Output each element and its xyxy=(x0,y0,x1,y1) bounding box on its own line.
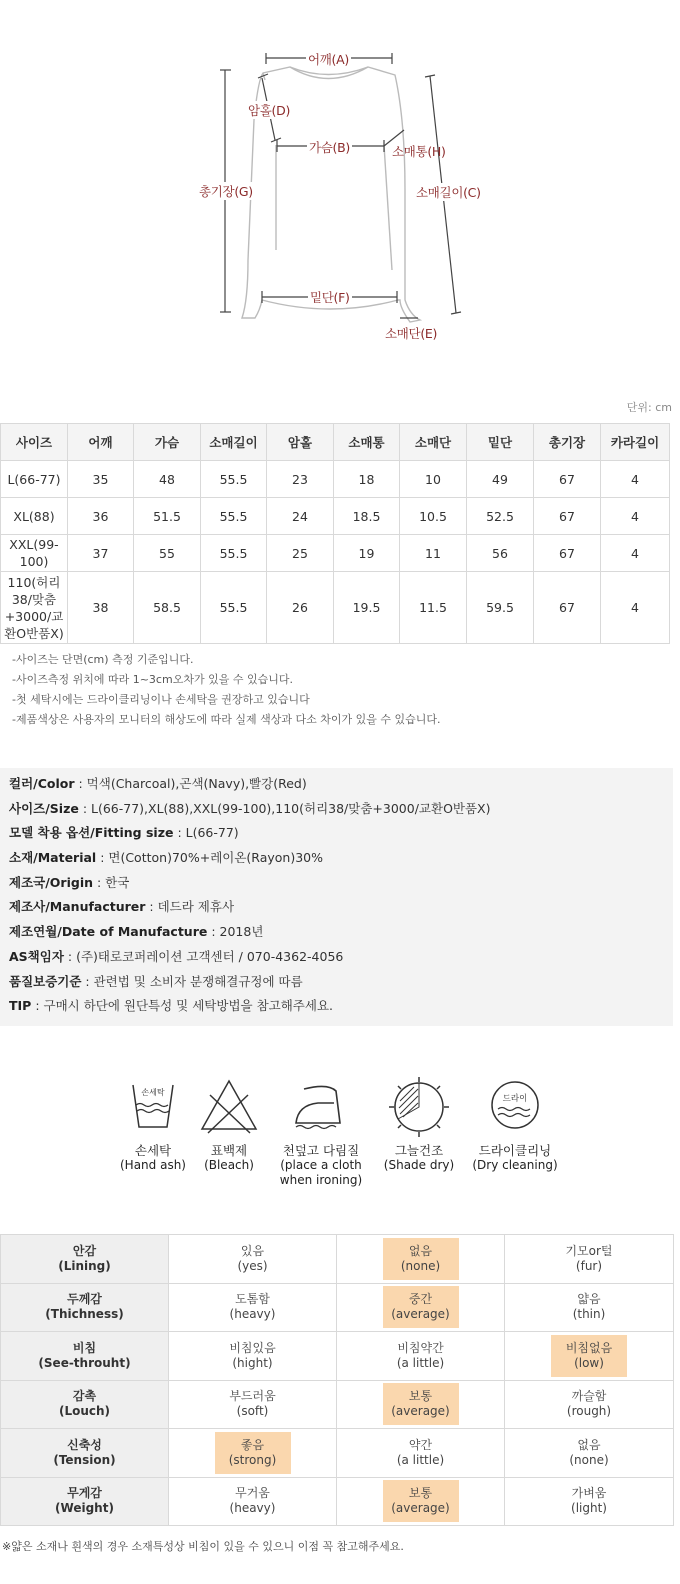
shade-dry-icon xyxy=(386,1075,452,1137)
option-label: 없음 xyxy=(577,1437,601,1452)
label-sleeve-width: 소매통(H) xyxy=(392,144,446,159)
info-label: 제조사/Manufacturer xyxy=(9,899,146,915)
info-value: : 한국 xyxy=(93,874,130,890)
info-value: : (주)태로코퍼레이션 고객센터 / 070-4362-4056 xyxy=(63,948,344,964)
feature-option xyxy=(215,1383,291,1425)
size-name-cell: XL(88) xyxy=(1,498,68,535)
care-ko: 표백제 xyxy=(210,1143,248,1158)
feature-option-cell xyxy=(169,1477,337,1526)
product-info-box xyxy=(0,768,673,1026)
info-label: 소재/Material xyxy=(9,850,97,866)
size-value-cell: 52.5 xyxy=(467,498,534,535)
feature-option-cell xyxy=(505,1283,674,1332)
care-bleach xyxy=(184,1075,274,1173)
size-value-cell: 38 xyxy=(68,572,134,644)
size-value-cell: 19 xyxy=(334,535,400,572)
info-label: 제조국/Origin xyxy=(9,874,93,890)
option-label: 얇음 xyxy=(577,1292,601,1307)
care-en-2: when ironing) xyxy=(279,1173,363,1187)
option-label-en: (none) xyxy=(569,1452,609,1467)
feature-option-selected xyxy=(383,1286,459,1328)
care-en: (place a cloth xyxy=(280,1158,362,1172)
option-label: 무거움 xyxy=(235,1486,270,1501)
table-row xyxy=(1,461,670,498)
note-line: -제품색상은 사용자의 모니터의 해상도에 따라 실제 색상과 다소 차이가 있을 수 있습니다. xyxy=(12,713,441,726)
option-label: 좋음 xyxy=(240,1437,265,1452)
size-value-cell: 56 xyxy=(467,535,534,572)
info-value: : 면(Cotton)70%+레이온(Rayon)30% xyxy=(96,850,324,866)
feature-option-cell xyxy=(505,1235,674,1284)
option-label: 부드러움 xyxy=(229,1389,276,1404)
feature-option-cell xyxy=(505,1429,674,1478)
option-label-en: (thin) xyxy=(572,1307,606,1322)
feature-option-selected xyxy=(383,1238,459,1280)
size-notes xyxy=(12,650,440,730)
info-value: : 데드라 제휴사 xyxy=(145,899,235,915)
option-label-en: (hight) xyxy=(232,1355,273,1370)
info-label: 제조연월/Date of Manufacture xyxy=(9,924,208,940)
info-row xyxy=(0,797,673,822)
option-label-en: (a little) xyxy=(396,1452,445,1467)
option-label: 도톰함 xyxy=(235,1292,270,1307)
feature-option xyxy=(215,1480,291,1522)
feature-option xyxy=(551,1480,627,1522)
feature-name: 두께감 xyxy=(67,1292,102,1307)
feature-option xyxy=(383,1335,459,1377)
feature-option-cell xyxy=(337,1380,505,1429)
col-header: 밑단 xyxy=(467,424,534,461)
size-name-cell: XXL(99-100) xyxy=(1,535,68,572)
col-header: 소매단 xyxy=(400,424,467,461)
label-cuff: 소매단(E) xyxy=(385,326,438,341)
table-row xyxy=(1,535,670,572)
col-header: 소매통 xyxy=(334,424,400,461)
feature-option xyxy=(215,1238,291,1280)
size-value-cell: 11 xyxy=(400,535,467,572)
option-label-en: (light) xyxy=(571,1501,607,1516)
option-label: 기모or털 xyxy=(565,1243,613,1258)
care-ko: 손세탁 xyxy=(134,1143,172,1158)
no-bleach-icon xyxy=(196,1075,262,1137)
option-label: 가벼움 xyxy=(571,1486,607,1501)
option-label-en: (strong) xyxy=(228,1452,277,1467)
size-value-cell: 11.5 xyxy=(400,572,467,644)
info-label: AS책임자 xyxy=(9,948,64,964)
size-value-cell: 55 xyxy=(134,535,201,572)
size-value-cell: 18 xyxy=(334,461,400,498)
size-value-cell: 10.5 xyxy=(400,498,467,535)
note-line: -사이즈측정 위치에 따라 1~3cm오차가 있을 수 있습니다. xyxy=(12,673,293,686)
col-header: 암홀 xyxy=(267,424,334,461)
table-row xyxy=(1,498,670,535)
info-row xyxy=(0,821,673,846)
col-header: 어깨 xyxy=(68,424,134,461)
feature-name-en: (Tension) xyxy=(53,1452,116,1467)
size-value-cell: 23 xyxy=(267,461,334,498)
label-chest: 가슴(B) xyxy=(309,140,350,155)
care-instructions xyxy=(108,1075,568,1205)
feature-name-en: (Louch) xyxy=(58,1404,111,1419)
label-hem: 밑단(F) xyxy=(310,290,350,305)
feature-option-cell xyxy=(337,1235,505,1284)
size-value-cell: 67 xyxy=(534,498,601,535)
option-label-en: (a little) xyxy=(396,1355,445,1370)
feature-option xyxy=(551,1286,627,1328)
size-value-cell: 4 xyxy=(601,535,670,572)
option-label-en: (none) xyxy=(400,1258,441,1273)
size-value-cell: 4 xyxy=(601,461,670,498)
size-value-cell: 24 xyxy=(267,498,334,535)
feature-row xyxy=(1,1380,674,1429)
info-value: : 관련법 및 소비자 분쟁해결규정에 따름 xyxy=(81,973,303,989)
option-label-en: (heavy) xyxy=(229,1307,276,1322)
care-en: (Bleach) xyxy=(204,1158,254,1172)
option-label-en: (fur) xyxy=(575,1258,603,1273)
size-value-cell: 37 xyxy=(68,535,134,572)
feature-option-cell xyxy=(169,1332,337,1381)
option-label-en: (heavy) xyxy=(229,1501,276,1516)
feature-name-cell xyxy=(1,1380,169,1429)
option-label: 까슬함 xyxy=(571,1389,607,1404)
feature-row xyxy=(1,1332,674,1381)
option-label: 중간 xyxy=(408,1292,433,1307)
care-ko: 천덮고 다림질 xyxy=(282,1143,360,1158)
care-ko: 드라이클리닝 xyxy=(478,1143,552,1158)
size-value-cell: 48 xyxy=(134,461,201,498)
feature-option xyxy=(551,1383,627,1425)
circle-text: 드라이 xyxy=(502,1094,528,1104)
unit-label: 단위: cm xyxy=(626,401,672,414)
info-label: 모델 착용 옵션/Fitting size xyxy=(9,825,174,841)
feature-option-selected xyxy=(551,1335,627,1377)
feature-row xyxy=(1,1283,674,1332)
feature-name: 신축성 xyxy=(67,1437,102,1452)
dry-clean-icon xyxy=(482,1075,548,1137)
option-label-en: (average) xyxy=(391,1501,450,1516)
option-label: 비침없음 xyxy=(565,1340,613,1355)
feature-name-en: (Thichness) xyxy=(45,1307,124,1322)
feature-option-cell xyxy=(169,1283,337,1332)
feature-option-selected xyxy=(215,1432,291,1474)
feature-option-cell xyxy=(505,1380,674,1429)
size-value-cell: 59.5 xyxy=(467,572,534,644)
info-row xyxy=(0,920,673,945)
info-row xyxy=(0,970,673,995)
size-value-cell: 35 xyxy=(68,461,134,498)
size-value-cell: 67 xyxy=(534,572,601,644)
size-value-cell: 55.5 xyxy=(201,461,267,498)
label-armhole: 암홀(D) xyxy=(248,103,291,118)
label-sleeve-length: 소매길이(C) xyxy=(416,185,481,200)
option-label: 없음 xyxy=(408,1243,433,1258)
info-row xyxy=(0,895,673,920)
tub-text: 손세탁 xyxy=(141,1088,165,1097)
size-value-cell: 26 xyxy=(267,572,334,644)
size-value-cell: 49 xyxy=(467,461,534,498)
feature-option-cell xyxy=(169,1380,337,1429)
feature-option-cell xyxy=(505,1477,674,1526)
feature-row xyxy=(1,1235,674,1284)
info-label: 품질보증기준 xyxy=(9,973,82,989)
feature-name-cell xyxy=(1,1283,169,1332)
col-header: 사이즈 xyxy=(1,424,68,461)
feature-option xyxy=(551,1432,627,1474)
size-table-header xyxy=(1,424,670,461)
feature-name-cell xyxy=(1,1429,169,1478)
care-en: (Hand ash) xyxy=(120,1158,186,1172)
size-table xyxy=(0,423,670,644)
care-en: (Shade dry) xyxy=(383,1158,455,1172)
size-value-cell: 18.5 xyxy=(334,498,400,535)
info-value: : L(66-77) xyxy=(173,825,239,841)
info-label: TIP xyxy=(9,998,32,1014)
note-line: -첫 세탁시에는 드라이클리닝이나 손세탁을 권장하고 있습니다 xyxy=(12,693,310,706)
footnote: ※얇은 소재나 흰색의 경우 소재특성상 비침이 있을 수 있으니 이점 꼭 참고해주세요. xyxy=(2,1540,404,1553)
size-value-cell: 4 xyxy=(601,572,670,644)
size-value-cell: 51.5 xyxy=(134,498,201,535)
option-label: 비침약간 xyxy=(397,1340,444,1355)
feature-option xyxy=(551,1238,627,1280)
size-value-cell: 10 xyxy=(400,461,467,498)
option-label-en: (soft) xyxy=(236,1404,269,1419)
info-row xyxy=(0,994,673,1019)
info-row xyxy=(0,772,673,797)
feature-name: 비침 xyxy=(72,1340,97,1355)
option-label: 비침있음 xyxy=(229,1340,276,1355)
feature-option-cell xyxy=(169,1235,337,1284)
col-header: 카라길이 xyxy=(601,424,670,461)
size-value-cell: 55.5 xyxy=(201,498,267,535)
feature-option-selected xyxy=(383,1383,459,1425)
feature-row xyxy=(1,1429,674,1478)
option-label-en: (average) xyxy=(391,1307,450,1322)
info-value: : L(66-77),XL(88),XXL(99-100),110(허리38/맞춤+3000/교환O반품X) xyxy=(78,800,491,816)
hand-wash-icon xyxy=(123,1075,183,1137)
size-value-cell: 4 xyxy=(601,498,670,535)
label-shoulder: 어깨(A) xyxy=(308,52,349,67)
size-value-cell: 25 xyxy=(267,535,334,572)
size-value-cell: 67 xyxy=(534,535,601,572)
size-diagram xyxy=(0,0,680,390)
feature-option-cell xyxy=(337,1283,505,1332)
feature-option xyxy=(215,1286,291,1328)
feature-name-cell xyxy=(1,1477,169,1526)
info-value: : 먹색(Charcoal),곤색(Navy),빨강(Red) xyxy=(74,776,307,791)
feature-option-cell xyxy=(337,1332,505,1381)
option-label-en: (low) xyxy=(574,1355,604,1370)
iron-with-cloth-icon xyxy=(288,1075,354,1137)
option-label-en: (rough) xyxy=(566,1404,612,1419)
option-label: 있음 xyxy=(240,1243,265,1258)
option-label: 보통 xyxy=(408,1389,433,1404)
size-name-cell: 110(허리38/맞춤+3000/교환O반품X) xyxy=(1,572,68,644)
size-value-cell: 55.5 xyxy=(201,572,267,644)
feature-option-cell xyxy=(505,1332,674,1381)
care-en: (Dry cleaning) xyxy=(472,1158,558,1172)
option-label: 약간 xyxy=(408,1437,433,1452)
info-row xyxy=(0,945,673,970)
care-ko: 그늘건조 xyxy=(394,1143,444,1158)
feature-name-cell xyxy=(1,1235,169,1284)
feature-name: 무게감 xyxy=(67,1486,102,1501)
care-dry-clean xyxy=(470,1075,560,1173)
option-label-en: (average) xyxy=(391,1404,450,1419)
table-row xyxy=(1,572,670,644)
feature-option xyxy=(215,1335,291,1377)
col-header: 소매길이 xyxy=(201,424,267,461)
care-shade-dry xyxy=(374,1075,464,1173)
feature-name: 안감 xyxy=(72,1243,97,1258)
feature-option xyxy=(383,1432,459,1474)
info-value: : 2018년 xyxy=(207,924,264,940)
feature-name-cell xyxy=(1,1332,169,1381)
note-line: -사이즈는 단면(cm) 측정 기준입니다. xyxy=(12,653,194,666)
feature-name-en: (Lining) xyxy=(58,1258,111,1273)
label-total-length: 총기장(G) xyxy=(199,184,253,199)
info-value: : 구매시 하단에 원단특성 및 세탁방법을 참고해주세요. xyxy=(31,998,333,1014)
fabric-feature-table xyxy=(0,1234,674,1526)
size-value-cell: 55.5 xyxy=(201,535,267,572)
care-iron xyxy=(276,1075,366,1188)
option-label: 보통 xyxy=(408,1486,433,1501)
feature-name: 감촉 xyxy=(72,1389,97,1404)
info-row xyxy=(0,871,673,896)
feature-name-en: (Weight) xyxy=(55,1501,114,1516)
col-header: 총기장 xyxy=(534,424,601,461)
size-value-cell: 36 xyxy=(68,498,134,535)
info-label: 사이즈/Size xyxy=(9,800,79,816)
size-value-cell: 58.5 xyxy=(134,572,201,644)
size-value-cell: 67 xyxy=(534,461,601,498)
feature-name-en: (See-throuht) xyxy=(38,1355,131,1370)
feature-option-cell xyxy=(169,1429,337,1478)
feature-option-selected xyxy=(383,1480,459,1522)
feature-option-cell xyxy=(337,1477,505,1526)
feature-row xyxy=(1,1477,674,1526)
feature-option-cell xyxy=(337,1429,505,1478)
size-value-cell: 19.5 xyxy=(334,572,400,644)
col-header: 가슴 xyxy=(134,424,201,461)
option-label-en: (yes) xyxy=(237,1258,268,1273)
info-row xyxy=(0,846,673,871)
info-label: 컬러/Color xyxy=(9,776,75,791)
size-name-cell: L(66-77) xyxy=(1,461,68,498)
